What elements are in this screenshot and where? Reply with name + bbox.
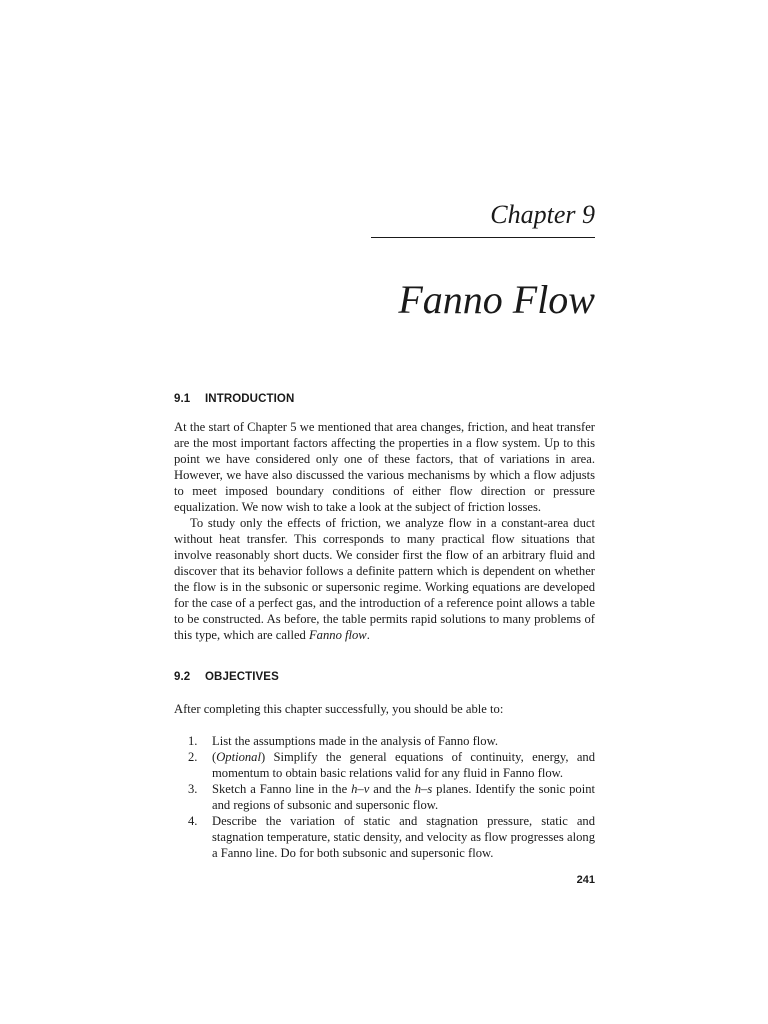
section-heading-objectives bbox=[174, 670, 279, 684]
list-marker: 4. bbox=[188, 814, 198, 828]
page-number: 241 bbox=[576, 874, 595, 886]
intro-paragraph-2 bbox=[174, 515, 595, 643]
paren-close: ) bbox=[260, 750, 266, 764]
section-number: 9.2 bbox=[174, 671, 191, 683]
list-item-text-b: and the bbox=[369, 782, 415, 796]
chapter-label: Chapter 9 bbox=[490, 200, 595, 229]
hv-plane: h–v bbox=[351, 782, 370, 796]
list-item bbox=[174, 781, 595, 813]
list-item-text-a: Sketch a Fanno line in the bbox=[212, 782, 352, 796]
list-marker: 1. bbox=[188, 734, 198, 748]
list-item-text: List the assumptions made in the analysis of Fanno flow. bbox=[212, 734, 499, 748]
intro-paragraph-1: At the start of Chapter 5 we mentioned that area changes, friction, and heat transfer are the most important factors affecting the properties in a flow system. Up to this point we have considered only one of these factors, that of variations in area. However, we have also discussed the various mechanisms by which a flow adjusts to meet imposed boundary conditions of either flow direction or pressure equalization. We now wish to take a look at the subject of friction losses. bbox=[174, 420, 595, 514]
intro-paragraph-2-end: . bbox=[366, 628, 370, 642]
section-heading-introduction bbox=[174, 392, 294, 406]
list-marker: 2. bbox=[188, 750, 198, 764]
section-title: INTRODUCTION bbox=[205, 393, 295, 405]
list-item-text-c: planes. Identify the sonic point and regions of subsonic and supersonic flow. bbox=[212, 782, 596, 812]
intro-paragraph-2-text: To study only the effects of friction, we analyze flow in a constant-area duct without heat transfer. This corresponds to many practical flow situations that involve reasonably short ducts. We consider first the flow of an arbitrary fluid and discover that its behavior follows a definite pattern which is dependent on whether the flow is in the subsonic or supersonic regime. Working equations are developed for the case of a perfect gas, and the introduction of a reference point allows a table to be constructed. As before, the table permits rapid solutions to many problems of this type, which are called bbox=[174, 516, 595, 642]
chapter-title: Fanno Flow bbox=[398, 277, 595, 322]
list-marker: 3. bbox=[188, 782, 198, 796]
list-item bbox=[174, 733, 595, 749]
chapter-divider bbox=[371, 237, 595, 238]
optional-label: Optional bbox=[216, 750, 261, 764]
list-item bbox=[174, 749, 595, 781]
list-item-text: Simplify the general equations of continuity, energy, and momentum to obtain basic relations valid for any fluid in Fanno flow. bbox=[212, 750, 595, 780]
hs-plane: h–s bbox=[414, 782, 433, 796]
fanno-flow-term: Fanno flow bbox=[308, 628, 367, 642]
introduction-text bbox=[174, 419, 595, 643]
list-item-text: Describe the variation of static and stagnation pressure, static and stagnation temperature, static density, and velocity as flow progresses along a Fanno line. Do for both subsonic and supersonic flow. bbox=[212, 814, 595, 860]
section-title: OBJECTIVES bbox=[205, 671, 279, 683]
objectives-intro: After completing this chapter successfully, you should be able to: bbox=[174, 702, 504, 716]
objectives-list bbox=[174, 733, 595, 861]
list-item bbox=[174, 813, 595, 861]
paren-open: ( bbox=[212, 750, 217, 764]
section-number: 9.1 bbox=[174, 393, 191, 405]
